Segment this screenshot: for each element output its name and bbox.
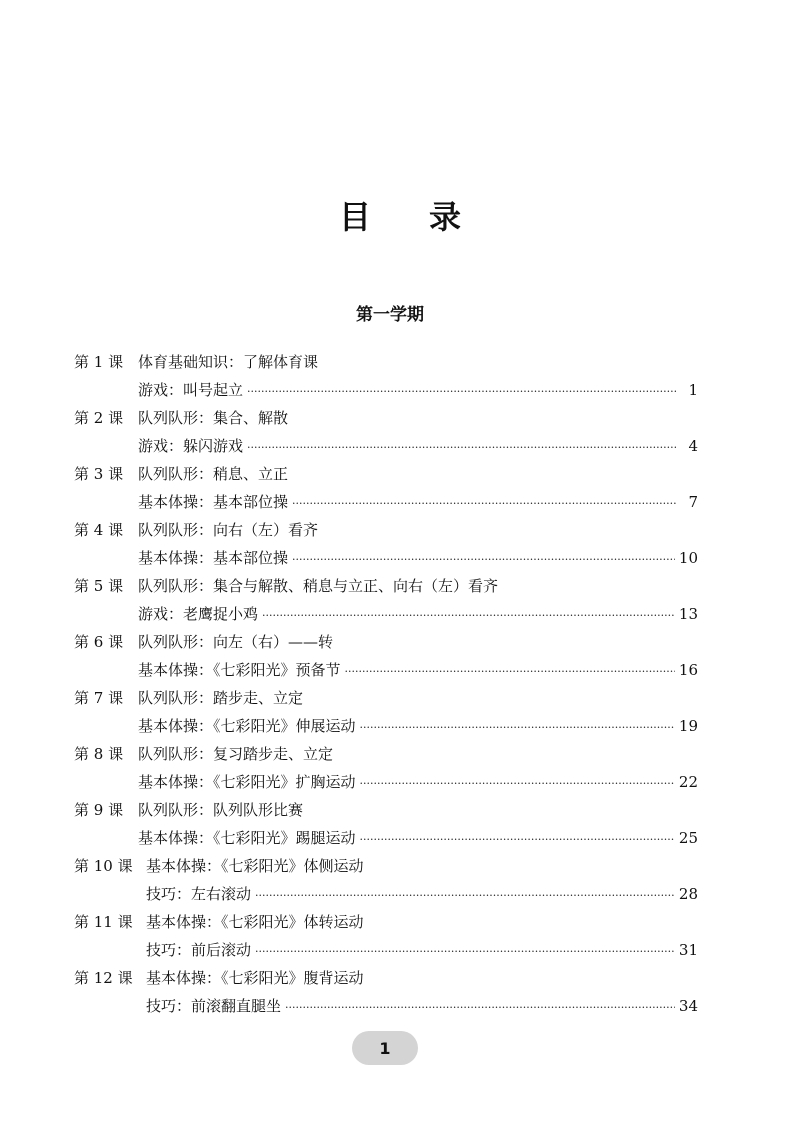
lesson-heading xyxy=(74,796,303,824)
toc-entry[interactable] xyxy=(0,740,800,796)
title-char: 录 xyxy=(429,198,462,236)
lesson-heading xyxy=(74,684,303,712)
lesson-number: 第 3 课 xyxy=(74,465,124,483)
toc-entry[interactable] xyxy=(0,964,800,1020)
toc-entry[interactable] xyxy=(0,516,800,572)
page-number: 1 xyxy=(688,381,698,399)
lesson-title: 队列队形：复习踏步走、立定 xyxy=(138,745,334,763)
title-char: 目 xyxy=(339,198,372,236)
lesson-number: 第 4 课 xyxy=(74,521,124,539)
subtopic-title: 技巧：前后滚动 xyxy=(146,941,252,959)
dot-leader xyxy=(360,712,675,742)
lesson-subtopic xyxy=(138,712,698,740)
lesson-heading xyxy=(74,348,318,376)
lesson-subtopic xyxy=(138,824,698,852)
subtopic-title: 游戏：老鹰捉小鸡 xyxy=(138,605,259,623)
page-number: 25 xyxy=(678,829,698,847)
lesson-subtopic xyxy=(138,656,698,684)
dot-leader xyxy=(292,488,676,518)
lesson-heading xyxy=(74,404,288,432)
lesson-number: 第 11 课 xyxy=(74,913,133,931)
subtopic-title: 基本体操：《七彩阳光》预备节 xyxy=(138,661,341,679)
lesson-heading xyxy=(74,908,364,936)
lesson-subtopic xyxy=(138,600,698,628)
subtopic-title: 基本体操：基本部位操 xyxy=(138,549,289,567)
toc-entry[interactable] xyxy=(0,684,800,740)
subtopic-title: 游戏：叫号起立 xyxy=(138,381,244,399)
page-number: 16 xyxy=(678,661,698,679)
toc-entry[interactable] xyxy=(0,796,800,852)
dot-leader xyxy=(247,432,676,462)
lesson-number: 第 9 课 xyxy=(74,801,124,819)
dot-leader xyxy=(255,936,675,966)
lesson-number: 第 10 课 xyxy=(74,857,133,875)
lesson-number: 第 8 课 xyxy=(74,745,124,763)
page-number: 13 xyxy=(678,605,698,623)
page-number: 22 xyxy=(678,773,698,791)
lesson-heading xyxy=(74,964,364,992)
lesson-subtopic xyxy=(146,880,698,908)
page-number: 10 xyxy=(678,549,698,567)
subtopic-title: 基本体操：《七彩阳光》伸展运动 xyxy=(138,717,356,735)
lesson-number: 第 2 课 xyxy=(74,409,124,427)
lesson-number: 第 1 课 xyxy=(74,353,124,371)
lesson-title: 基本体操：《七彩阳光》体转运动 xyxy=(146,913,364,931)
lesson-subtopic xyxy=(146,936,698,964)
lesson-heading xyxy=(74,740,333,768)
lesson-heading xyxy=(74,460,288,488)
page-title xyxy=(0,192,800,238)
lesson-heading xyxy=(74,628,333,656)
dot-leader xyxy=(285,992,675,1022)
dot-leader xyxy=(262,600,675,630)
subtopic-title: 基本体操：《七彩阳光》扩胸运动 xyxy=(138,773,356,791)
lesson-subtopic xyxy=(138,376,698,404)
lesson-subtopic xyxy=(146,992,698,1020)
lesson-subtopic xyxy=(138,432,698,460)
subtopic-title: 游戏：躲闪游戏 xyxy=(138,437,244,455)
lesson-number: 第 7 课 xyxy=(74,689,124,707)
dot-leader xyxy=(292,544,675,574)
lesson-heading xyxy=(74,852,364,880)
lesson-title: 队列队形：向右（左）看齐 xyxy=(138,521,319,539)
lesson-title: 基本体操：《七彩阳光》体侧运动 xyxy=(146,857,364,875)
toc-entry[interactable] xyxy=(0,572,800,628)
lesson-subtopic xyxy=(138,768,698,796)
toc-entry[interactable] xyxy=(0,348,800,404)
toc-entry[interactable] xyxy=(0,908,800,964)
lesson-title: 队列队形：稍息、立正 xyxy=(138,465,289,483)
dot-leader xyxy=(255,880,675,910)
dot-leader xyxy=(247,376,676,406)
lesson-title: 队列队形：集合与解散、稍息与立正、向右（左）看齐 xyxy=(138,577,499,595)
page-number: 19 xyxy=(678,717,698,735)
toc-entry[interactable] xyxy=(0,852,800,908)
lesson-number: 第 5 课 xyxy=(74,577,124,595)
subtopic-title: 基本体操：基本部位操 xyxy=(138,493,289,511)
page-number: 28 xyxy=(678,885,698,903)
lesson-title: 体育基础知识：了解体育课 xyxy=(138,353,319,371)
lesson-subtopic xyxy=(138,488,698,516)
semester-heading: 第一学期 xyxy=(356,305,424,325)
lesson-title: 基本体操：《七彩阳光》腹背运动 xyxy=(146,969,364,987)
page-number: 7 xyxy=(688,493,698,511)
page-number: 4 xyxy=(688,437,698,455)
lesson-title: 队列队形：踏步走、立定 xyxy=(138,689,304,707)
lesson-number: 第 12 课 xyxy=(74,969,133,987)
page-number-badge: 1 xyxy=(352,1031,418,1065)
subtopic-title: 技巧：前滚翻直腿坐 xyxy=(146,997,282,1015)
toc-list xyxy=(0,348,800,1020)
subtopic-title: 基本体操：《七彩阳光》踢腿运动 xyxy=(138,829,356,847)
toc-entry[interactable] xyxy=(0,460,800,516)
toc-entry[interactable] xyxy=(0,628,800,684)
lesson-title: 队列队形：向左（右）——转 xyxy=(138,633,334,651)
page-number: 31 xyxy=(678,941,698,959)
lesson-number: 第 6 课 xyxy=(74,633,124,651)
lesson-heading xyxy=(74,572,498,600)
subtopic-title: 技巧：左右滚动 xyxy=(146,885,252,903)
lesson-heading xyxy=(74,516,318,544)
dot-leader xyxy=(360,824,675,854)
dot-leader xyxy=(360,768,675,798)
dot-leader xyxy=(345,656,675,686)
page-number: 34 xyxy=(678,997,698,1015)
toc-entry[interactable] xyxy=(0,404,800,460)
lesson-title: 队列队形：集合、解散 xyxy=(138,409,289,427)
lesson-subtopic xyxy=(138,544,698,572)
lesson-title: 队列队形：队列队形比赛 xyxy=(138,801,304,819)
